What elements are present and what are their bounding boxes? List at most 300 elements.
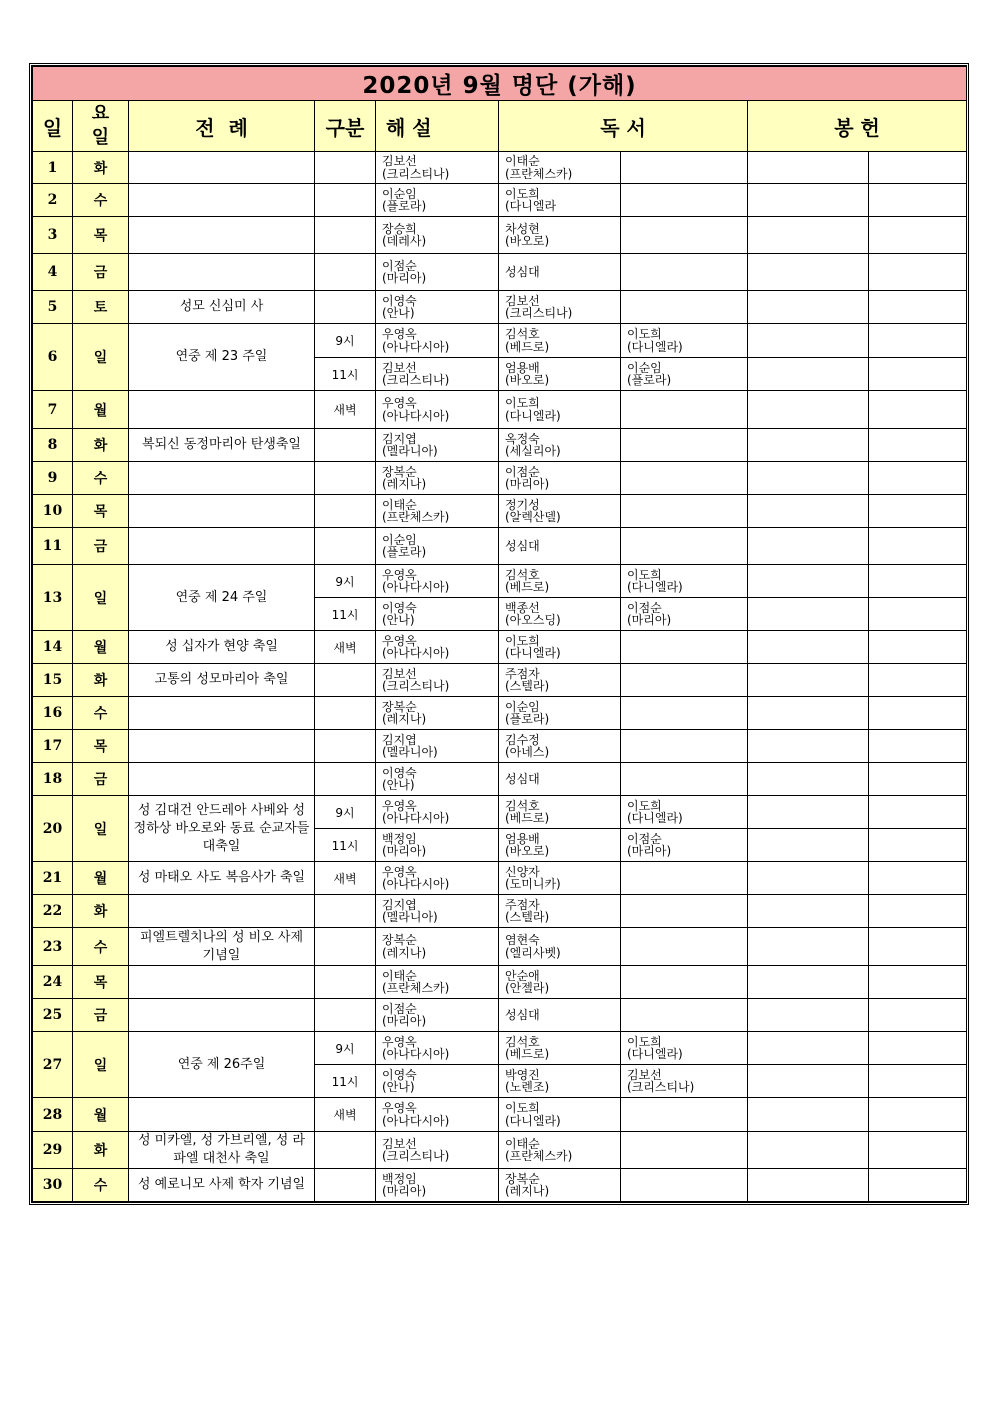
commentator-cell — [376, 895, 499, 928]
header-commentary: 해 설 — [376, 101, 499, 152]
reader-1-cell-line: 이도희 — [505, 396, 540, 410]
day-number: 1 — [33, 152, 73, 184]
page-title: 2020년 9월 명단 (가해) — [33, 67, 967, 101]
reader-2-cell — [621, 528, 748, 565]
reader-1-cell — [499, 358, 621, 391]
reader-1-cell-line: (알렉산델) — [505, 510, 561, 524]
reader-1-cell-line: 성심대 — [505, 264, 540, 279]
commentator-cell — [376, 495, 499, 528]
reader-1-cell-line: (베드로) — [505, 339, 550, 354]
day-number: 27 — [33, 1032, 73, 1098]
liturgy-cell — [129, 152, 315, 184]
table-row — [33, 1169, 967, 1202]
day-number: 8 — [33, 429, 73, 462]
header-offering-label: 봉 헌 — [834, 115, 880, 140]
liturgy-cell — [129, 1098, 315, 1132]
reader-1-cell — [499, 928, 621, 966]
commentator-cell — [376, 796, 499, 829]
reader-1-cell-line: 백종선 — [505, 600, 540, 615]
day-number: 30 — [33, 1169, 73, 1202]
division-cell — [315, 999, 376, 1032]
reader-1-cell-line: 안순애 — [505, 968, 540, 983]
commentator-cell-line: (데레사) — [382, 234, 427, 248]
offering-2-cell — [869, 152, 967, 184]
reader-1-cell-line: 엄용배 — [505, 831, 540, 846]
weekday-cell: 월 — [73, 391, 129, 429]
division-cell — [315, 966, 376, 999]
reader-1-cell — [499, 1032, 621, 1065]
reader-2-cell-line: (마리아) — [627, 613, 672, 627]
reader-2-cell — [621, 152, 748, 184]
weekday-cell: 일 — [73, 796, 129, 862]
table-row — [33, 895, 967, 928]
reader-1-cell — [499, 1132, 621, 1169]
reader-2-cell-line: (다니엘라) — [627, 1047, 683, 1061]
commentator-cell-line: (마리아) — [382, 1014, 427, 1028]
reader-2-cell-line: 이점순 — [627, 831, 662, 846]
commentator-cell-line: 우영옥 — [382, 1101, 417, 1115]
offering-1-cell — [748, 184, 869, 217]
table-row — [33, 495, 967, 528]
reader-1-cell-line: 성심대 — [505, 771, 540, 786]
reader-1-cell-line: 주점자 — [505, 666, 540, 681]
weekday-cell: 금 — [73, 763, 129, 796]
reader-2-cell — [621, 796, 748, 829]
table-row — [33, 631, 967, 664]
division-cell: 11시 — [315, 829, 376, 862]
offering-2-cell — [869, 565, 967, 598]
header-weekday — [73, 101, 129, 152]
reader-1-cell — [499, 462, 621, 495]
reader-1-cell-line: (스텔라) — [505, 679, 550, 693]
weekday-cell: 토 — [73, 291, 129, 324]
reader-1-cell-line: 차성현 — [505, 221, 540, 236]
reader-1-cell-line: (세실리아) — [505, 444, 561, 458]
weekday-cell: 일 — [73, 324, 129, 391]
reader-2-cell-line: (다니엘라) — [627, 580, 683, 594]
header-offering — [748, 101, 967, 152]
commentator-cell — [376, 631, 499, 664]
offering-2-cell — [869, 631, 967, 664]
liturgy-cell: 성모 신심미 사 — [129, 291, 315, 324]
division-cell — [315, 763, 376, 796]
offering-1-cell — [748, 664, 869, 697]
division-cell: 9시 — [315, 796, 376, 829]
day-number: 10 — [33, 495, 73, 528]
commentator-cell-line: 이영숙 — [382, 765, 417, 780]
offering-1-cell — [748, 1098, 869, 1132]
commentator-cell-line: (마리아) — [382, 844, 427, 858]
reader-1-cell-line: (다니엘라) — [505, 646, 561, 660]
weekday-cell: 목 — [73, 217, 129, 254]
division-cell — [315, 1169, 376, 1202]
header-readers — [499, 101, 748, 152]
commentator-cell-line: (안나) — [382, 778, 415, 792]
commentator-cell — [376, 664, 499, 697]
reader-1-cell-line: 이태순 — [505, 154, 540, 168]
reader-1-cell — [499, 152, 621, 184]
commentator-cell-line: (아나다시아) — [382, 339, 450, 354]
commentator-cell-line: 김보선 — [382, 154, 417, 168]
weekday-cell: 목 — [73, 730, 129, 763]
offering-1-cell — [748, 895, 869, 928]
reader-2-cell — [621, 697, 748, 730]
commentator-cell-line: (프란체스카) — [382, 981, 450, 995]
header-weekday-label: 요 일 — [91, 103, 110, 148]
table-row — [33, 862, 967, 895]
day-number: 28 — [33, 1098, 73, 1132]
reader-2-cell — [621, 763, 748, 796]
liturgy-cell: 성 십자가 현양 축일 — [129, 631, 315, 664]
commentator-cell — [376, 565, 499, 598]
offering-2-cell — [869, 429, 967, 462]
offering-2-cell — [869, 928, 967, 966]
offering-1-cell — [748, 1032, 869, 1065]
commentator-cell — [376, 217, 499, 254]
offering-2-cell — [869, 763, 967, 796]
reader-1-cell-line: 이도희 — [505, 1101, 540, 1115]
reader-1-cell-line: 성심대 — [505, 1007, 540, 1022]
reader-1-cell-line: (바오로) — [505, 373, 550, 387]
day-number: 18 — [33, 763, 73, 796]
weekday-cell: 수 — [73, 697, 129, 730]
commentator-cell-line: (플로라) — [382, 199, 427, 213]
division-cell: 11시 — [315, 1065, 376, 1098]
offering-1-cell — [748, 730, 869, 763]
reader-2-cell — [621, 966, 748, 999]
liturgy-cell: 연중 제 23 주일 — [129, 324, 315, 391]
commentator-cell-line: 김지엽 — [382, 897, 417, 912]
commentator-cell-line: 우영옥 — [382, 633, 417, 648]
header-liturgy — [129, 101, 315, 152]
reader-2-cell — [621, 598, 748, 631]
reader-1-cell — [499, 796, 621, 829]
commentator-cell-line: 이순임 — [382, 186, 417, 201]
offering-1-cell — [748, 462, 869, 495]
reader-2-cell-line: 이점순 — [627, 600, 662, 615]
offering-1-cell — [748, 217, 869, 254]
offering-2-cell — [869, 1098, 967, 1132]
division-cell — [315, 184, 376, 217]
reader-2-cell — [621, 730, 748, 763]
reader-1-cell — [499, 217, 621, 254]
reader-2-cell — [621, 664, 748, 697]
reader-1-cell — [499, 1169, 621, 1202]
commentator-cell-line: (아나다시아) — [382, 877, 450, 891]
header-readers-label: 독 서 — [600, 115, 646, 140]
reader-1-cell-line: 김석호 — [505, 798, 540, 813]
division-cell: 11시 — [315, 598, 376, 631]
reader-1-cell-line: 이태순 — [505, 1136, 540, 1151]
day-number: 5 — [33, 291, 73, 324]
division-cell — [315, 429, 376, 462]
commentator-cell-line: (아나다시아) — [382, 408, 450, 423]
reader-2-cell-line: (마리아) — [627, 844, 672, 858]
offering-2-cell — [869, 895, 967, 928]
commentator-cell — [376, 1132, 499, 1169]
offering-1-cell — [748, 999, 869, 1032]
reader-1-cell-line: (프란체스카) — [505, 1149, 573, 1163]
liturgy-cell: 피엘트렐치나의 성 비오 사제 기념일 — [129, 928, 315, 966]
division-cell — [315, 495, 376, 528]
table-row — [33, 324, 967, 358]
division-cell — [315, 1132, 376, 1169]
commentator-cell — [376, 291, 499, 324]
weekday-cell: 금 — [73, 528, 129, 565]
commentator-cell — [376, 763, 499, 796]
reader-2-cell-line: 이도희 — [627, 327, 662, 341]
commentator-cell-line: (안나) — [382, 613, 415, 627]
liturgy-cell — [129, 895, 315, 928]
offering-1-cell — [748, 1132, 869, 1169]
day-number: 6 — [33, 324, 73, 391]
offering-1-cell — [748, 358, 869, 391]
reader-1-cell-line: (바오로) — [505, 844, 550, 858]
table-row — [33, 966, 967, 999]
division-cell — [315, 254, 376, 291]
day-number: 17 — [33, 730, 73, 763]
reader-1-cell-line: (레지나) — [505, 1184, 550, 1198]
commentator-cell — [376, 928, 499, 966]
reader-1-cell-line: 김수정 — [505, 732, 540, 747]
division-cell — [315, 152, 376, 184]
reader-2-cell — [621, 862, 748, 895]
reader-2-cell — [621, 391, 748, 429]
reader-1-cell-line: (베드로) — [505, 811, 550, 825]
reader-2-cell — [621, 495, 748, 528]
weekday-cell: 수 — [73, 1169, 129, 1202]
day-number: 7 — [33, 391, 73, 429]
reader-1-cell — [499, 291, 621, 324]
offering-1-cell — [748, 429, 869, 462]
offering-2-cell — [869, 598, 967, 631]
commentator-cell-line: 이점순 — [382, 1001, 417, 1016]
commentator-cell — [376, 1098, 499, 1132]
liturgy-cell — [129, 730, 315, 763]
division-cell: 새벽 — [315, 862, 376, 895]
reader-1-cell-line: 이도희 — [505, 633, 540, 648]
reader-2-cell — [621, 999, 748, 1032]
reader-1-cell-line: (스텔라) — [505, 910, 550, 924]
reader-2-cell-line: 이순임 — [627, 360, 662, 375]
reader-1-cell — [499, 1098, 621, 1132]
reader-2-cell-line: (다니엘라) — [627, 339, 683, 354]
reader-1-cell — [499, 565, 621, 598]
offering-1-cell — [748, 796, 869, 829]
commentator-cell-line: (아나다시아) — [382, 1113, 450, 1128]
liturgy-cell — [129, 763, 315, 796]
reader-2-cell — [621, 358, 748, 391]
weekday-cell: 목 — [73, 966, 129, 999]
reader-2-cell — [621, 1132, 748, 1169]
reader-1-cell-line: (마리아) — [505, 477, 550, 491]
division-cell — [315, 928, 376, 966]
liturgy-cell: 연중 제 24 주일 — [129, 565, 315, 631]
offering-1-cell — [748, 391, 869, 429]
commentator-cell-line: 장복순 — [382, 933, 417, 947]
header-division: 구분 — [315, 101, 376, 152]
reader-1-cell — [499, 895, 621, 928]
reader-2-cell — [621, 291, 748, 324]
reader-2-cell — [621, 1169, 748, 1202]
reader-1-cell — [499, 528, 621, 565]
weekday-cell: 수 — [73, 928, 129, 966]
day-number: 21 — [33, 862, 73, 895]
commentator-cell-line: (멜라니아) — [382, 444, 438, 458]
offering-1-cell — [748, 1065, 869, 1098]
offering-2-cell — [869, 999, 967, 1032]
weekday-cell: 화 — [73, 152, 129, 184]
liturgy-cell: 고통의 성모마리아 축일 — [129, 664, 315, 697]
reader-1-cell-line: 김보선 — [505, 293, 540, 308]
division-cell: 새벽 — [315, 1098, 376, 1132]
commentator-cell-line: 이영숙 — [382, 1067, 417, 1082]
liturgy-cell: 성 마태오 사도 복음사가 축일 — [129, 862, 315, 895]
offering-2-cell — [869, 184, 967, 217]
offering-2-cell — [869, 796, 967, 829]
weekday-cell: 일 — [73, 565, 129, 631]
weekday-cell: 월 — [73, 1098, 129, 1132]
reader-1-cell-line: (엘리사벳) — [505, 945, 561, 960]
table-row — [33, 1098, 967, 1132]
schedule-table — [32, 66, 967, 1202]
commentator-cell-line: 우영옥 — [382, 396, 417, 410]
commentator-cell — [376, 966, 499, 999]
reader-1-cell-line: (다니엘라 — [505, 199, 557, 213]
commentator-cell — [376, 862, 499, 895]
weekday-cell: 일 — [73, 1032, 129, 1098]
header-day: 일 — [33, 101, 73, 152]
division-cell: 9시 — [315, 565, 376, 598]
commentator-cell-line: (마리아) — [382, 271, 427, 285]
table-row — [33, 1132, 967, 1169]
reader-2-cell-line: 이도희 — [627, 1034, 662, 1049]
reader-1-cell-line: (다니엘라) — [505, 1113, 561, 1128]
day-number: 15 — [33, 664, 73, 697]
liturgy-cell — [129, 966, 315, 999]
table-row — [33, 429, 967, 462]
table-row — [33, 291, 967, 324]
offering-2-cell — [869, 324, 967, 358]
liturgy-cell — [129, 217, 315, 254]
liturgy-cell — [129, 391, 315, 429]
table-row — [33, 763, 967, 796]
reader-1-cell — [499, 1065, 621, 1098]
commentator-cell-line: 백정임 — [382, 1171, 417, 1186]
reader-1-cell — [499, 631, 621, 664]
division-cell: 새벽 — [315, 631, 376, 664]
liturgy-cell — [129, 495, 315, 528]
offering-2-cell — [869, 966, 967, 999]
reader-1-cell — [499, 966, 621, 999]
reader-1-cell — [499, 999, 621, 1032]
table-row — [33, 391, 967, 429]
offering-1-cell — [748, 928, 869, 966]
commentator-cell — [376, 429, 499, 462]
table-row — [33, 254, 967, 291]
liturgy-cell — [129, 528, 315, 565]
commentator-cell-line: (레지나) — [382, 712, 427, 726]
offering-1-cell — [748, 254, 869, 291]
offering-1-cell — [748, 324, 869, 358]
reader-1-cell — [499, 829, 621, 862]
table-row — [33, 730, 967, 763]
commentator-cell-line: (아나다시아) — [382, 646, 450, 660]
reader-1-cell — [499, 697, 621, 730]
day-number: 11 — [33, 528, 73, 565]
commentator-cell-line: 이영숙 — [382, 293, 417, 308]
reader-2-cell — [621, 829, 748, 862]
commentator-cell — [376, 358, 499, 391]
commentator-cell — [376, 598, 499, 631]
division-cell — [315, 895, 376, 928]
reader-1-cell-line: 신양자 — [505, 864, 540, 879]
commentator-cell — [376, 1169, 499, 1202]
weekday-cell: 화 — [73, 1132, 129, 1169]
weekday-cell: 수 — [73, 184, 129, 217]
reader-1-cell-line: 이도희 — [505, 186, 540, 201]
table-row — [33, 999, 967, 1032]
commentator-cell-line: (안나) — [382, 306, 415, 320]
commentator-cell — [376, 730, 499, 763]
day-number: 22 — [33, 895, 73, 928]
commentator-cell — [376, 152, 499, 184]
weekday-cell: 화 — [73, 429, 129, 462]
day-number: 14 — [33, 631, 73, 664]
reader-1-cell-line: 옥정숙 — [505, 431, 540, 446]
offering-2-cell — [869, 1132, 967, 1169]
reader-2-cell — [621, 462, 748, 495]
offering-2-cell — [869, 1032, 967, 1065]
commentator-cell-line: (플로라) — [382, 545, 427, 559]
weekday-cell: 목 — [73, 495, 129, 528]
division-cell: 새벽 — [315, 391, 376, 429]
commentator-cell-line: 김보선 — [382, 666, 417, 681]
liturgy-cell: 성 미카엘, 성 가브리엘, 성 라파엘 대천사 축일 — [129, 1132, 315, 1169]
offering-1-cell — [748, 697, 869, 730]
commentator-cell-line: (아나다시아) — [382, 1047, 450, 1061]
commentator-cell — [376, 184, 499, 217]
offering-1-cell — [748, 631, 869, 664]
reader-1-cell-line: (베드로) — [505, 1047, 550, 1061]
offering-2-cell — [869, 291, 967, 324]
division-cell — [315, 697, 376, 730]
reader-2-cell — [621, 1098, 748, 1132]
table-row — [33, 528, 967, 565]
commentator-cell — [376, 1032, 499, 1065]
division-cell — [315, 217, 376, 254]
offering-2-cell — [869, 358, 967, 391]
reader-1-cell — [499, 862, 621, 895]
commentator-cell-line: 이점순 — [382, 258, 417, 273]
division-cell — [315, 291, 376, 324]
reader-1-cell-line: (프란체스카) — [505, 166, 573, 181]
table-row — [33, 796, 967, 829]
commentator-cell-line: 김보선 — [382, 1136, 417, 1151]
commentator-cell-line: (크리스티나) — [382, 1149, 450, 1163]
weekday-cell: 수 — [73, 462, 129, 495]
reader-1-cell — [499, 664, 621, 697]
reader-1-cell — [499, 391, 621, 429]
offering-2-cell — [869, 391, 967, 429]
offering-1-cell — [748, 565, 869, 598]
reader-1-cell-line: (도미니카) — [505, 877, 561, 891]
reader-2-cell — [621, 324, 748, 358]
reader-1-cell-line: 엄용배 — [505, 360, 540, 375]
offering-2-cell — [869, 217, 967, 254]
reader-1-cell-line: (크리스티나) — [505, 306, 573, 320]
day-number: 23 — [33, 928, 73, 966]
